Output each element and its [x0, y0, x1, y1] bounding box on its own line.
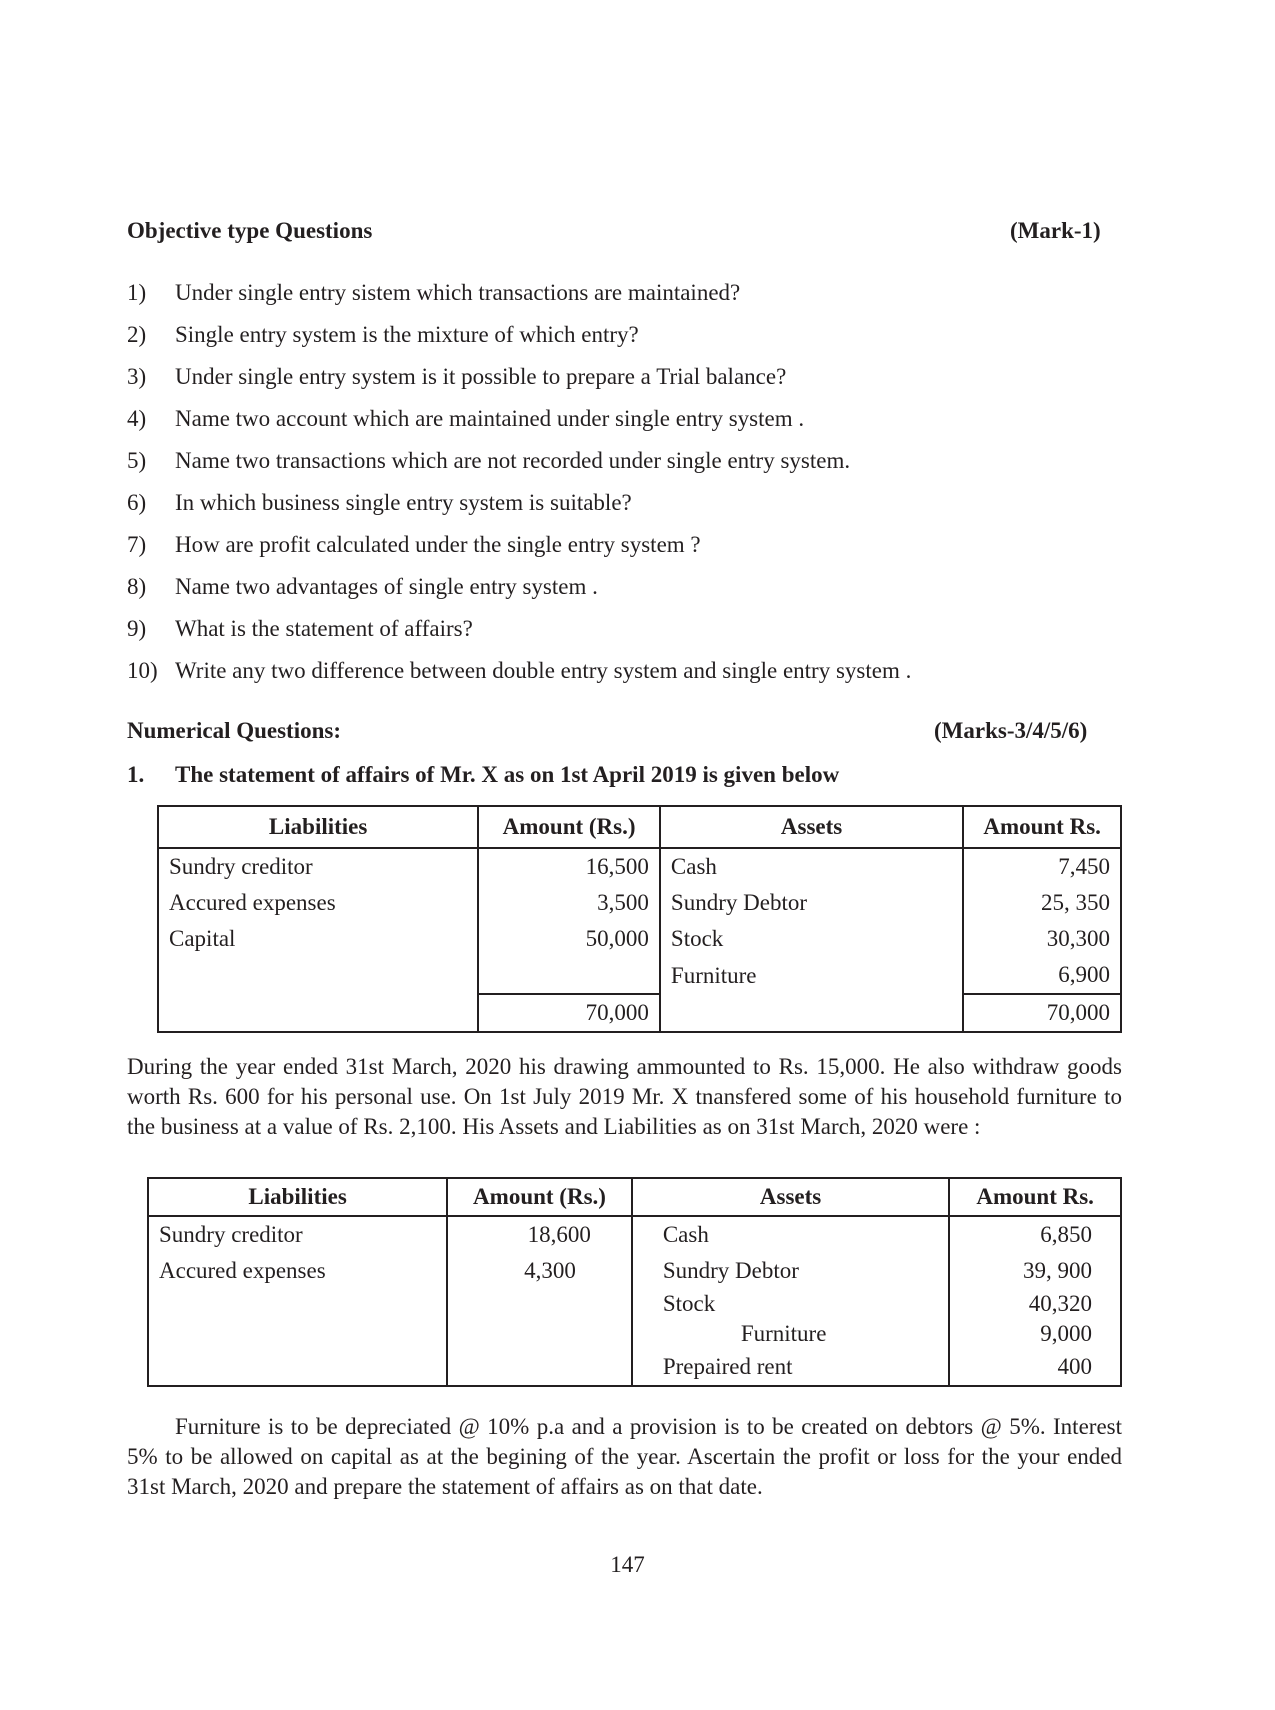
table-cell: [148, 1349, 447, 1386]
table-cell: Prepaired rent: [632, 1349, 949, 1386]
table-cell: 25, 350: [963, 885, 1121, 921]
page-number: 147: [610, 1552, 645, 1577]
table-cell: Sundry creditor: [148, 1216, 447, 1253]
question-item: [127, 658, 911, 684]
question-number: 10): [127, 658, 158, 683]
question-item: [127, 616, 473, 642]
table-cell: Stock: [632, 1289, 949, 1319]
problem-number: 1.: [127, 762, 145, 787]
table-row: [148, 1289, 1121, 1319]
question-number: 4): [127, 406, 147, 431]
table-cell: Sundry Debtor: [660, 885, 963, 921]
table-cell: 9,000: [949, 1319, 1121, 1349]
table-cell: Sundry Debtor: [632, 1253, 949, 1289]
question-text: Single entry system is the mixture of which entry?: [175, 322, 639, 347]
table-cell: [148, 1289, 447, 1319]
table-cell: [660, 994, 963, 1032]
col-header-assets: Assets: [660, 806, 963, 848]
table-cell: [447, 1319, 632, 1349]
table-cell: Cash: [632, 1216, 949, 1253]
question-text: Write any two difference between double entry system and single entry system .: [175, 658, 912, 683]
table-cell: 6,850: [949, 1216, 1121, 1253]
table-cell: Furniture: [660, 957, 963, 994]
table-cell: Cash: [660, 848, 963, 885]
table-cell: 40,320: [949, 1289, 1121, 1319]
question-number: 7): [127, 532, 147, 557]
table-cell: [158, 957, 478, 994]
table-cell: 6,900: [963, 957, 1121, 994]
question-number: 6): [127, 490, 147, 515]
table-cell: Stock: [660, 921, 963, 957]
col-header-amount: Amount (Rs.): [447, 1178, 632, 1216]
table-cell: Accured expenses: [148, 1253, 447, 1289]
table-cell: 3,500: [478, 885, 660, 921]
col-header-liabilities: Liabilities: [148, 1178, 447, 1216]
table-row: [158, 921, 1121, 957]
total-assets: 70,000: [963, 994, 1121, 1032]
question-item: [127, 574, 598, 600]
col-header-amount: Amount Rs.: [949, 1178, 1121, 1216]
statement-table-opening: [157, 805, 1122, 1033]
table-cell: Furniture: [632, 1319, 949, 1349]
question-text: In which business single entry system is suitable?: [175, 490, 632, 515]
question-text: How are profit calculated under the single entry system ?: [175, 532, 701, 557]
question-number: 9): [127, 616, 147, 641]
table-cell: 18,600: [447, 1216, 632, 1253]
question-item: [127, 448, 850, 474]
table-total-row: [158, 994, 1121, 1032]
question-item: [127, 364, 786, 390]
table-cell: 4,300: [447, 1253, 632, 1289]
table-cell: 50,000: [478, 921, 660, 957]
table-row: [148, 1349, 1121, 1386]
question-item: [127, 490, 632, 516]
question-text: Under single entry system is it possible to prepare a Trial balance?: [175, 364, 787, 389]
question-item: [127, 406, 804, 432]
col-header-assets: Assets: [632, 1178, 949, 1216]
question-text: Under single entry sistem which transactions are maintained?: [175, 280, 741, 305]
table-cell: [478, 957, 660, 994]
table-cell: Sundry creditor: [158, 848, 478, 885]
table-cell: Capital: [158, 921, 478, 957]
question-item: [127, 322, 639, 348]
statement-table-closing: [147, 1177, 1122, 1387]
table-cell: 16,500: [478, 848, 660, 885]
question-number: 3): [127, 364, 147, 389]
numerical-marks: (Marks-3/4/5/6): [934, 718, 1088, 743]
table-row: [158, 848, 1121, 885]
numerical-heading: Numerical Questions:: [127, 718, 342, 743]
question-number: 2): [127, 322, 147, 347]
table-cell: [148, 1319, 447, 1349]
paragraph-transactions: During the year ended 31st March, 2020 his drawing ammounted to Rs. 15,000. He also withdraw goods worth Rs. 600 for his personal use. On 1st July 2019 Mr. X tnansfered some of his household furniture to the business at a value of Rs. 2,100. His Assets and Liabilities as on 31st March, 2020 were :: [127, 1054, 1122, 1139]
total-liabilities: 70,000: [478, 994, 660, 1032]
table-cell: 400: [949, 1349, 1121, 1386]
objective-heading: Objective type Questions: [127, 218, 373, 243]
question-number: 1): [127, 280, 147, 305]
table-cell: [158, 994, 478, 1032]
table-cell: 7,450: [963, 848, 1121, 885]
col-header-liabilities: Liabilities: [158, 806, 478, 848]
question-item: [127, 280, 740, 306]
question-number: 8): [127, 574, 147, 599]
problem-title: [127, 762, 839, 788]
table-row: [148, 1253, 1121, 1289]
objective-marks: (Mark-1): [1010, 218, 1101, 243]
question-item: [127, 532, 701, 558]
question-text: Name two account which are maintained under single entry system .: [175, 406, 805, 431]
col-header-amount: Amount (Rs.): [478, 806, 660, 848]
table-row: [148, 1319, 1121, 1349]
question-text: What is the statement of affairs?: [175, 616, 473, 641]
table-cell: [447, 1349, 632, 1386]
table-cell: [447, 1289, 632, 1319]
problem-title-text: The statement of affairs of Mr. X as on 1st April 2019 is given below: [175, 762, 840, 787]
col-header-amount: Amount Rs.: [963, 806, 1121, 848]
paragraph-adjustments: Furniture is to be depreciated @ 10% p.a and a provision is to be created on debtors @ 5%. Interest 5% to be allowed on capital as at the begining of the year. Ascertain the profit or loss for the your ended 31st March, 2020 and prepare the statement of affairs as on that date.: [127, 1414, 1122, 1499]
question-text: Name two transactions which are not recorded under single entry system.: [175, 448, 851, 473]
table-cell: Accured expenses: [158, 885, 478, 921]
table-row: [158, 885, 1121, 921]
table-row: [158, 957, 1121, 994]
question-number: 5): [127, 448, 147, 473]
table-cell: 39, 900: [949, 1253, 1121, 1289]
table-row: [148, 1216, 1121, 1253]
table-cell: 30,300: [963, 921, 1121, 957]
question-text: Name two advantages of single entry system .: [175, 574, 598, 599]
